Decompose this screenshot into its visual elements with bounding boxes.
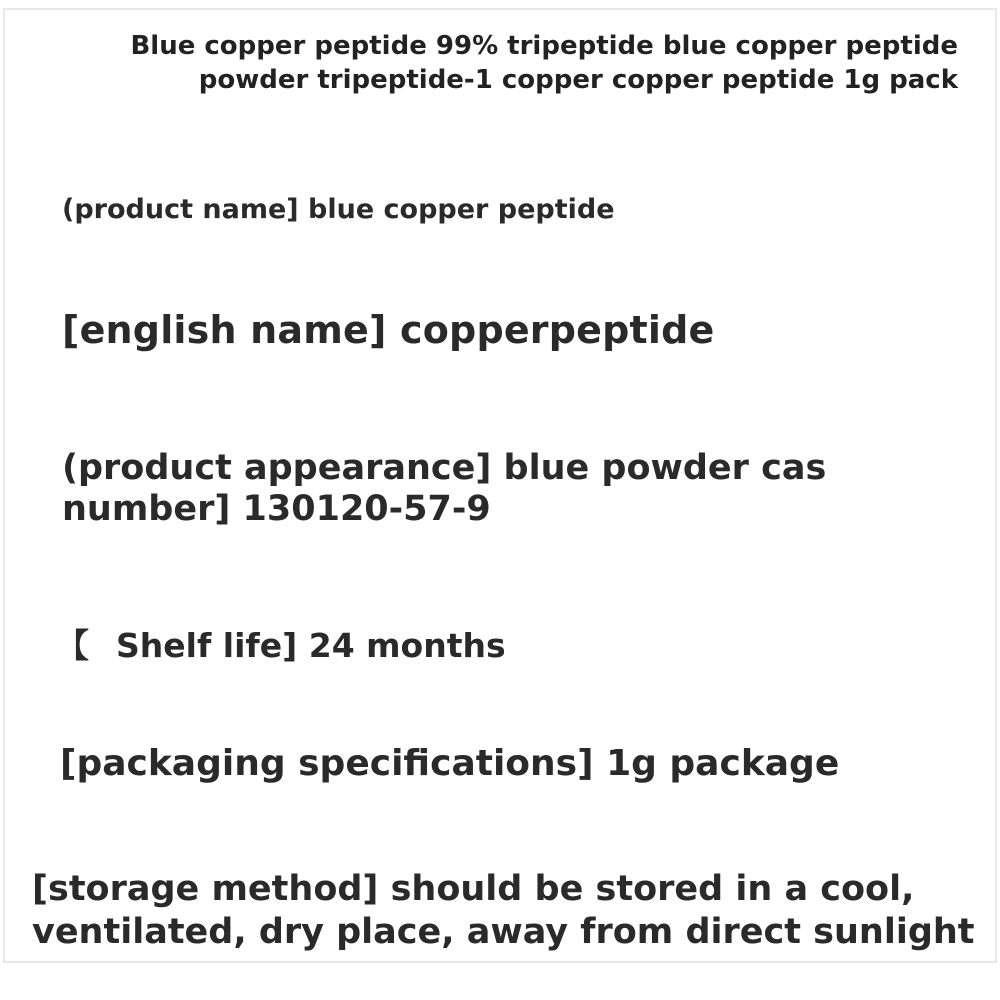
english-name: [english name] copperpeptide <box>62 308 715 352</box>
shelf-life <box>56 620 506 667</box>
product-appearance <box>62 448 826 530</box>
product-title-line-1: Blue copper peptide 99% tripeptide blue copper peptide <box>130 31 958 61</box>
shelf-life-text: Shelf life] 24 months <box>116 626 506 665</box>
product-title-line-2: powder tripeptide-1 copper copper peptide 1g pack <box>198 65 958 95</box>
product-title <box>130 29 958 97</box>
storage-method-line-2: ventilated, dry place, away from direct sunlight <box>32 912 975 952</box>
storage-method <box>32 868 975 954</box>
shelf-life-bracket: 【 <box>56 626 89 665</box>
product-appearance-line-2: number] 130120-57-9 <box>62 489 491 529</box>
storage-method-line-1: [storage method] should be stored in a cool, <box>32 869 915 909</box>
packaging-specifications: [packaging specifications] 1g package <box>60 743 840 784</box>
product-appearance-line-1: (product appearance] blue powder cas <box>62 448 827 488</box>
product-name: (product name] blue copper peptide <box>62 194 615 225</box>
